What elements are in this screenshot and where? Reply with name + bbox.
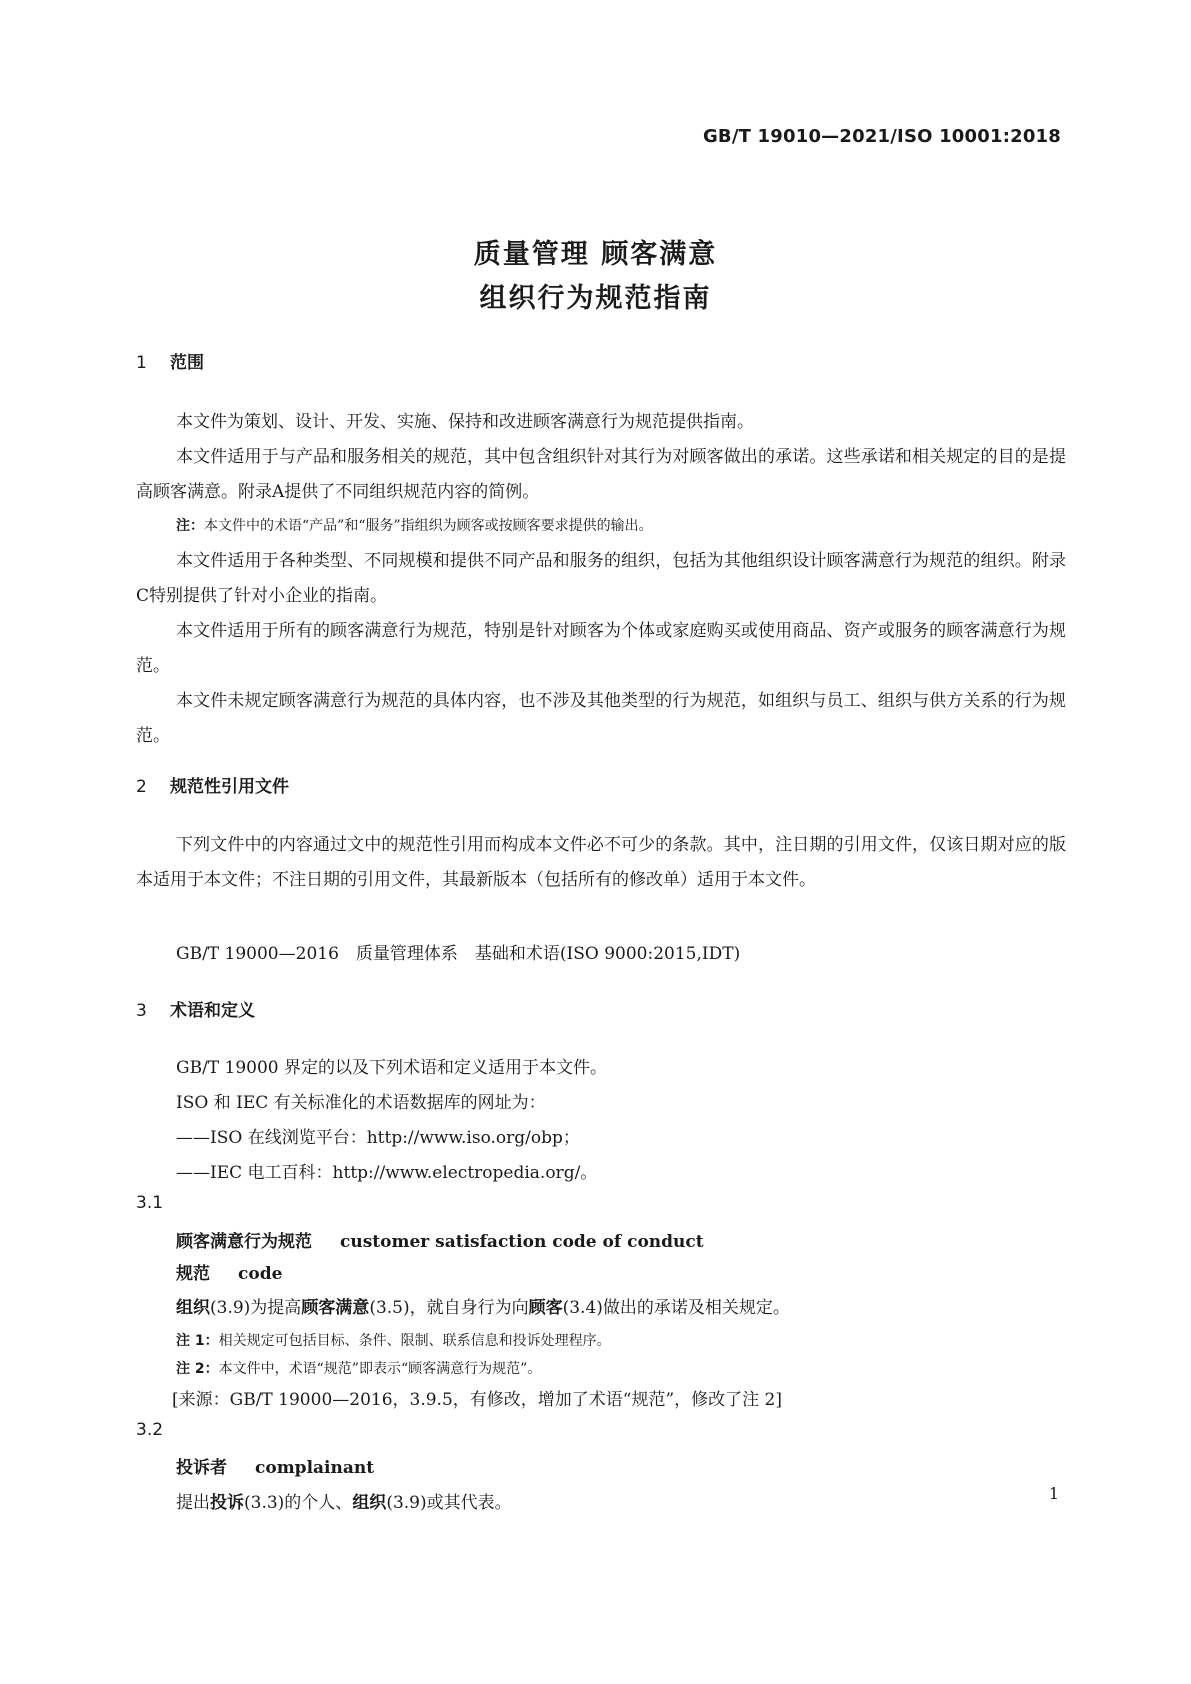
note-text: 本文件中，术语“规范”即表示“顾客满意行为规范”。 bbox=[218, 1361, 542, 1377]
document-title-line1: 质量管理 顾客满意 bbox=[473, 239, 718, 270]
term-reference: 顾客 bbox=[528, 1298, 563, 1318]
note-text: 本文件中的术语“产品”和“服务”指组织为顾客或按顾客要求提供的输出。 bbox=[204, 518, 653, 534]
section-number: 1 bbox=[136, 353, 147, 373]
term-english: complainant bbox=[255, 1458, 375, 1478]
term-chinese: 顾客满意行为规范 bbox=[176, 1232, 312, 1252]
section-3-heading bbox=[136, 996, 255, 1021]
note bbox=[176, 515, 653, 535]
term-chinese: 投诉者 bbox=[176, 1458, 227, 1478]
section-title: 规范性引用文件 bbox=[170, 777, 289, 797]
term-english: code bbox=[238, 1264, 283, 1284]
note-label: 注： bbox=[176, 518, 204, 534]
iso-obp-link[interactable]: ——ISO 在线浏览平台：http://www.iso.org/obp； bbox=[176, 1128, 580, 1148]
paragraph: 本文件适用于所有的顾客满意行为规范，特别是针对顾客为个体或家庭购买或使用商品、资产或服务的顾客满意行为规范。 bbox=[136, 621, 1066, 676]
paragraph: 本文件未规定顾客满意行为规范的具体内容，也不涉及其他类型的行为规范，如组织与员工、组织与供方关系的行为规范。 bbox=[136, 691, 1066, 746]
note bbox=[176, 1358, 541, 1378]
electropedia-link[interactable]: ——IEC 电工百科：http://www.electropedia.org/。 bbox=[176, 1163, 598, 1183]
term-reference: 组织 bbox=[176, 1298, 210, 1318]
paragraph: 本文件适用于各种类型、不同规模和提供不同产品和服务的组织，包括为其他组织设计顾客满意行为规范的组织。附录C特别提供了针对小企业的指南。 bbox=[136, 551, 1066, 606]
clause-number: 3.1 bbox=[136, 1193, 164, 1213]
term-definition: 组织(3.9)为提高顾客满意(3.5)，就自身行为向顾客(3.4)做出的承诺及相关规定。 bbox=[176, 1298, 790, 1318]
note-text: 相关规定可包括目标、条件、限制、联系信息和投诉处理程序。 bbox=[218, 1333, 611, 1349]
admitted-term bbox=[176, 1259, 282, 1284]
paragraph: 下列文件中的内容通过文中的规范性引用而构成本文件必不可少的条款。其中，注日期的引用文件，仅该日期对应的版本适用于本文件；不注日期的引用文件，其最新版本（包括所有的修改单）适用于本文件。 bbox=[136, 835, 1066, 890]
section-title: 范围 bbox=[170, 353, 204, 373]
document-title-line2: 组织行为规范指南 bbox=[479, 283, 712, 314]
section-number: 3 bbox=[136, 1001, 147, 1021]
note bbox=[176, 1330, 611, 1350]
paragraph: 本文件适用于与产品和服务相关的规范，其中包含组织针对其行为对顾客做出的承诺。这些承诺和相关规定的目的是提高顾客满意。附录A提供了不同组织规范内容的简例。 bbox=[136, 447, 1066, 502]
section-number: 2 bbox=[136, 777, 147, 797]
section-2-heading bbox=[136, 772, 289, 797]
term-entry bbox=[176, 1453, 374, 1478]
term-definition: 提出投诉(3.3)的个人、组织(3.9)或其代表。 bbox=[176, 1493, 512, 1513]
standard-code: GB/T 19010—2021/ISO 10001:2018 bbox=[702, 126, 1061, 147]
paragraph: 本文件为策划、设计、开发、实施、保持和改进顾客满意行为规范提供指南。 bbox=[176, 412, 754, 432]
term-english: customer satisfaction code of conduct bbox=[340, 1232, 704, 1252]
source-citation: [来源：GB/T 19000—2016，3.9.5，有修改，增加了术语“规范”，修改了注 2] bbox=[172, 1390, 783, 1410]
note-label: 注 1： bbox=[176, 1333, 219, 1349]
section-1-heading bbox=[136, 348, 204, 373]
term-reference: 组织 bbox=[352, 1493, 387, 1513]
paragraph: GB/T 19000 界定的以及下列术语和定义适用于本文件。 bbox=[176, 1058, 608, 1078]
section-title: 术语和定义 bbox=[170, 1001, 255, 1021]
note-label: 注 2： bbox=[176, 1361, 219, 1377]
paragraph: ISO 和 IEC 有关标准化的术语数据库的网址为： bbox=[176, 1093, 546, 1113]
normative-reference: GB/T 19000—2016 质量管理体系 基础和术语(ISO 9000:2015,IDT) bbox=[176, 944, 741, 964]
term-entry bbox=[176, 1227, 704, 1252]
term-reference: 顾客满意 bbox=[301, 1298, 370, 1318]
page-number: 1 bbox=[1048, 1484, 1059, 1503]
term-chinese: 规范 bbox=[176, 1264, 210, 1284]
term-reference: 投诉 bbox=[210, 1493, 244, 1513]
clause-number: 3.2 bbox=[136, 1420, 164, 1440]
